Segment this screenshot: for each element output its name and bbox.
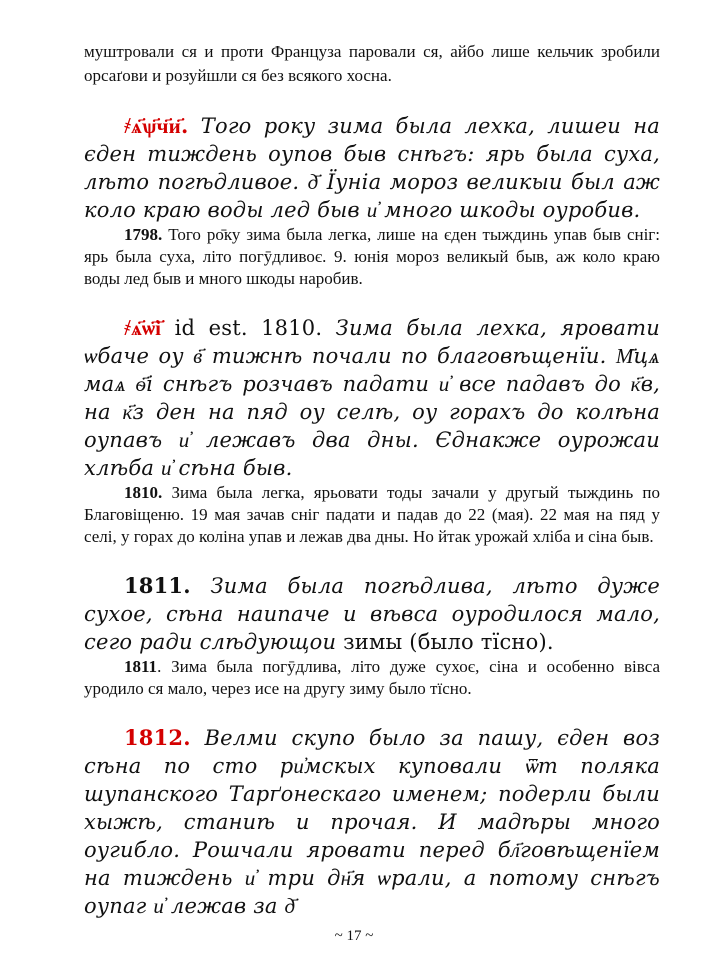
spacer	[84, 548, 660, 572]
entry-1798-old-text	[84, 112, 660, 224]
entry-1810-old-year: ҂ѧ҃ѡ҃і҃	[124, 315, 162, 340]
entry-1810-modern-body: Зима была легка, ярьовати тоды зачали у другый тыждинь по Благовіщеню. 19 мая зачав сніг падати и падав до 22 (мая). 22 мая на пяд у селі, у горах до коліна упав и лежав два дны. Но йтак урожай хліба и сіна быв.	[84, 483, 661, 546]
entry-1810-old-text	[84, 314, 660, 482]
page-number: ~ 17 ~	[334, 928, 374, 944]
entry-1798-old-year: ҂ѧ҃ѱ҃ч҃и҃.	[124, 113, 189, 138]
entry-1810-latin: id est.	[174, 316, 248, 340]
entry-1811-modern-text	[84, 656, 660, 700]
entry-1812-old-text	[84, 724, 660, 920]
entry-1811-modern-year: 1811	[124, 657, 158, 676]
entry-1798-old-body: Того року зима была лехка, лишеи на єден тиждень оупов быв снѣгъ: ярь была суха, лѣто погѣдливое. д҃ Їуніа мороз великыи был аж коло краю воды лед быв и҆ много шкоды оуробив.	[84, 114, 660, 222]
intro-paragraph: муштровали ся и проти Француза паровали ся, айбо лише кельчик зробили орсаґови и розуйшли ся без всякого хосна.	[84, 42, 660, 85]
entry-1798-modern-year: 1798.	[124, 225, 163, 244]
entry-1811-old-text	[84, 572, 660, 656]
entry-1810-modern-year: 1810.	[124, 483, 163, 502]
document-page	[84, 40, 660, 920]
entry-1810-old-body: Зима была лехка, яровати ѡбаче оу в҃ тижнѣ почали по благовѣщенїи. М҃цѧ маѧ ѳ҃і снѣгъ розчавъ падати и҆ все падавъ до к҃в, на к҃з ден на пяд оу селѣ, оу горахъ до колѣна оупавъ и҆ лежавъ два дны. Єднакже оурожаи хлѣба и҆ сѣна быв.	[84, 316, 660, 480]
entry-1812-old-year: 1812.	[124, 725, 191, 750]
spacer	[84, 700, 660, 724]
entry-1798-modern-text	[84, 224, 660, 290]
entry-1811-old-body: Зима была погѣдлива, лѣто дуже сухое, сѣна наипаче и вѣвса оуродилося мало, сего ради слѣдующои	[84, 574, 660, 654]
entry-1810-modern-text	[84, 482, 660, 548]
entry-1798-modern-body: Того ро̄ку зима была легка, лише на єден тыждинь упав быв сніг: ярь была суха, літо погӯдливоє. 9. юнія мороз великый быв, аж коло краю воды лед быв и много шкоды наробив.	[84, 225, 661, 288]
entry-1811-old-tail: зимы (было тїсно).	[343, 630, 554, 654]
entry-1811-modern-body: . Зима была погӯдлива, літо дуже сухоє, сіна и особенно вівса уродило ся мало, через исе на другу зиму было тїсно.	[84, 657, 660, 698]
spacer	[84, 290, 660, 314]
spacer	[84, 88, 660, 112]
entry-1810-number: 1810.	[261, 316, 323, 340]
entry-1812-old-body: Велми скупо было за пашу, єден воз сѣна по сто ри҆мскых куповали ѿт поляка шупанского Тарґонескаго именем; подерли были хыжѣ, станиѣ и прочая. И мадѣры много оугибло. Рошчали яровати перед бл҃говѣщенїем на тиждень и҆ три дн҃я ѡрали, а потому снѣгъ оупаг и҆ лежав за д҃	[84, 726, 660, 918]
entry-1811-old-year: 1811.	[124, 573, 191, 598]
